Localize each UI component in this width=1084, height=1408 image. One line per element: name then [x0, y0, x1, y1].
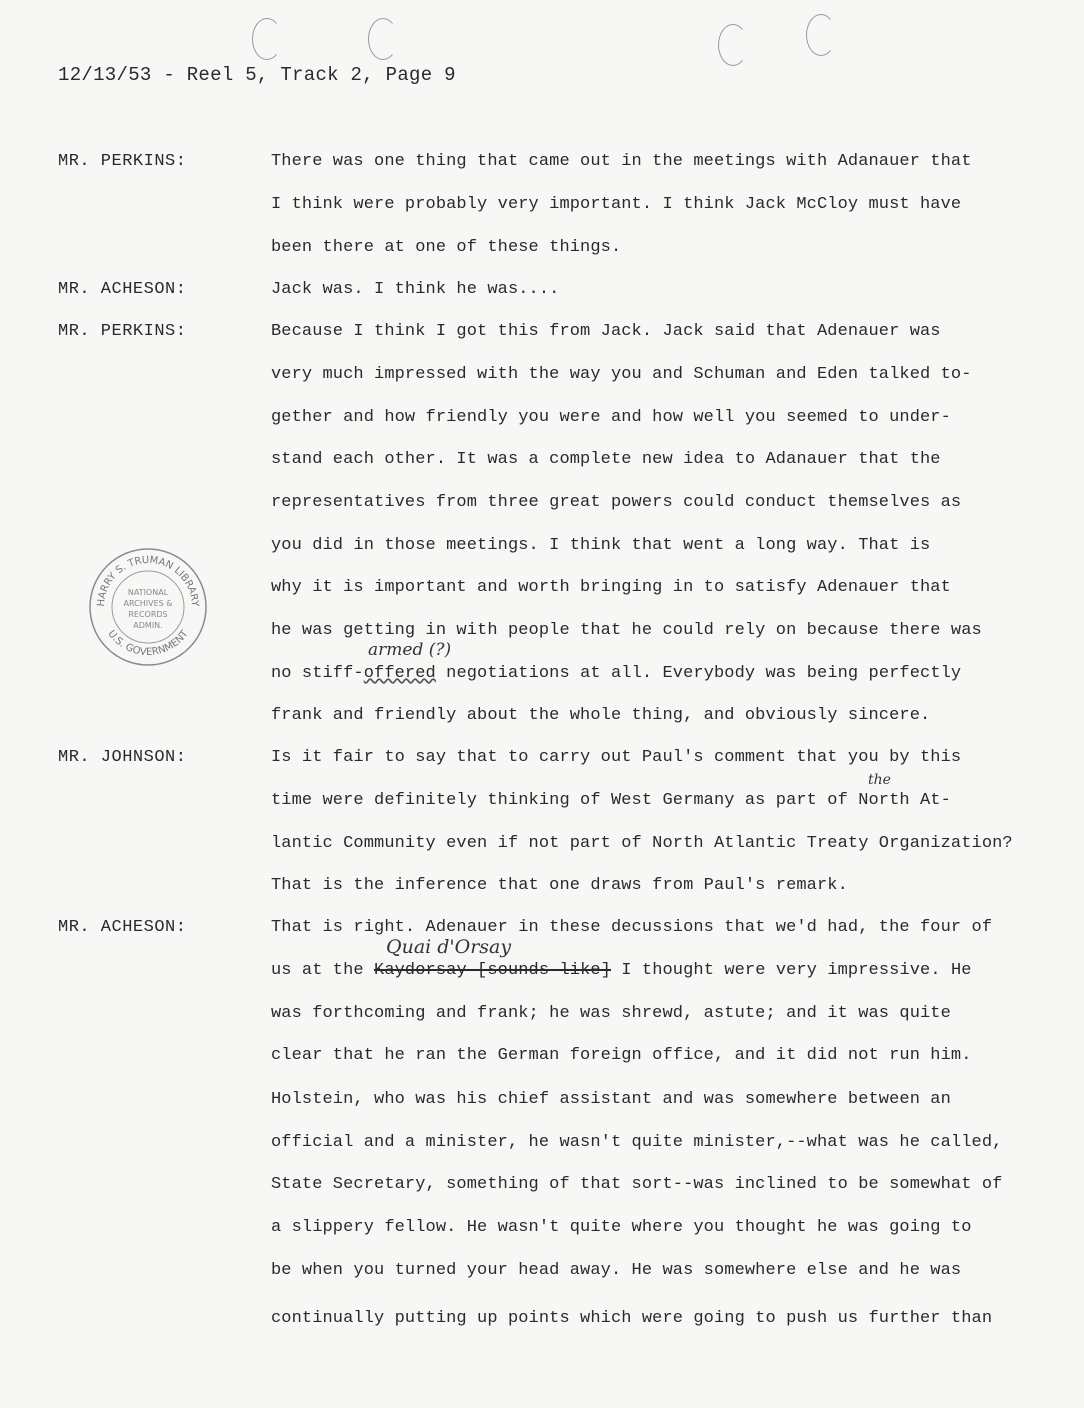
transcript-line-with-correction [271, 664, 961, 683]
speaker-perkins: MR. PERKINS: [58, 152, 187, 171]
stamp-center-text: ADMIN. [133, 621, 163, 630]
transcript-line: official and a minister, he wasn't quite minister,--what was he called, [271, 1133, 1003, 1152]
transcript-line: There was one thing that came out in the meetings with Adanauer that [271, 152, 972, 171]
transcript-line: clear that he ran the German foreign office, and it did not run him. [271, 1046, 972, 1065]
punch-hole-mark [252, 18, 282, 60]
line-rest: I thought were very impressive. He [621, 961, 972, 980]
transcript-line: a slippery fellow. He wasn't quite where you thought he was going to [271, 1218, 972, 1237]
punch-hole-mark [368, 18, 398, 60]
transcript-line: been there at one of these things. [271, 238, 622, 257]
punch-hole-mark [806, 14, 836, 56]
transcript-line: State Secretary, something of that sort--was inclined to be somewhat of [271, 1175, 1003, 1194]
stamp-top-text: HARRY S. TRUMAN LIBRARY [95, 554, 201, 608]
transcript-line: Holstein, who was his chief assistant and was somewhere between an [271, 1090, 951, 1109]
handwritten-correction: armed (?) [368, 640, 452, 660]
corrected-word: offered [363, 664, 436, 683]
stamp-center-text: ARCHIVES & [123, 599, 173, 608]
line-rest: negotiations at all. Everybody was being perfectly [446, 664, 962, 683]
stamp-center-text: RECORDS [128, 610, 168, 619]
stamp-bottom-text: U.S. GOVERNMENT [105, 628, 191, 659]
transcript-line: That is right. Adenauer in these decussions that we'd had, the four of [271, 918, 993, 937]
speaker-perkins: MR. PERKINS: [58, 322, 187, 341]
transcript-line: gether and how friendly you were and how well you seemed to under- [271, 408, 951, 427]
transcript-line: lantic Community even if not part of North Atlantic Treaty Organization? [271, 834, 1013, 853]
transcript-line: was forthcoming and frank; he was shrewd, astute; and it was quite [271, 1004, 951, 1023]
transcript-line: very much impressed with the way you and Schuman and Eden talked to- [271, 365, 972, 384]
transcript-line: time were definitely thinking of West Germany as part of North At- [271, 791, 951, 810]
transcript-line-with-correction [271, 961, 972, 980]
transcript-line: you did in those meetings. I think that went a long way. That is [271, 536, 931, 555]
line-prefix: no stiff- [271, 664, 364, 683]
transcript-line: he was getting in with people that he could rely on because there was [271, 621, 982, 640]
transcript-line: continually putting up points which were going to push us further than [271, 1309, 993, 1328]
transcript-line: Is it fair to say that to carry out Paul's comment that you by this [271, 748, 962, 767]
transcript-line: be when you turned your head away. He was somewhere else and he was [271, 1261, 962, 1280]
transcript-line: Because I think I got this from Jack. Jack said that Adenauer was [271, 322, 941, 341]
struck-text: Kaydorsay [sounds like] [374, 961, 611, 980]
transcript-line: representatives from three great powers could conduct themselves as [271, 493, 962, 512]
speaker-acheson: MR. ACHESON: [58, 280, 187, 299]
transcript-line: why it is important and worth bringing in to satisfy Adenauer that [271, 578, 951, 597]
punch-hole-mark [718, 24, 748, 66]
transcript-line: frank and friendly about the whole thing, and obviously sincere. [271, 706, 931, 725]
library-stamp [86, 545, 210, 669]
stamp-center-text: NATIONAL [127, 588, 169, 597]
transcript-line: That is the inference that one draws from Paul's remark. [271, 876, 848, 895]
handwritten-insertion: the [868, 772, 891, 788]
page-header: 12/13/53 - Reel 5, Track 2, Page 9 [58, 64, 456, 86]
speaker-acheson: MR. ACHESON: [58, 918, 187, 937]
handwritten-correction: Quai d'Orsay [386, 936, 512, 958]
speaker-johnson: MR. JOHNSON: [58, 748, 187, 767]
transcript-line: I think were probably very important. I think Jack McCloy must have [271, 195, 962, 214]
transcript-line: stand each other. It was a complete new idea to Adanauer that the [271, 450, 941, 469]
line-prefix: us at the [271, 961, 375, 980]
transcript-line: Jack was. I think he was.... [271, 280, 560, 299]
